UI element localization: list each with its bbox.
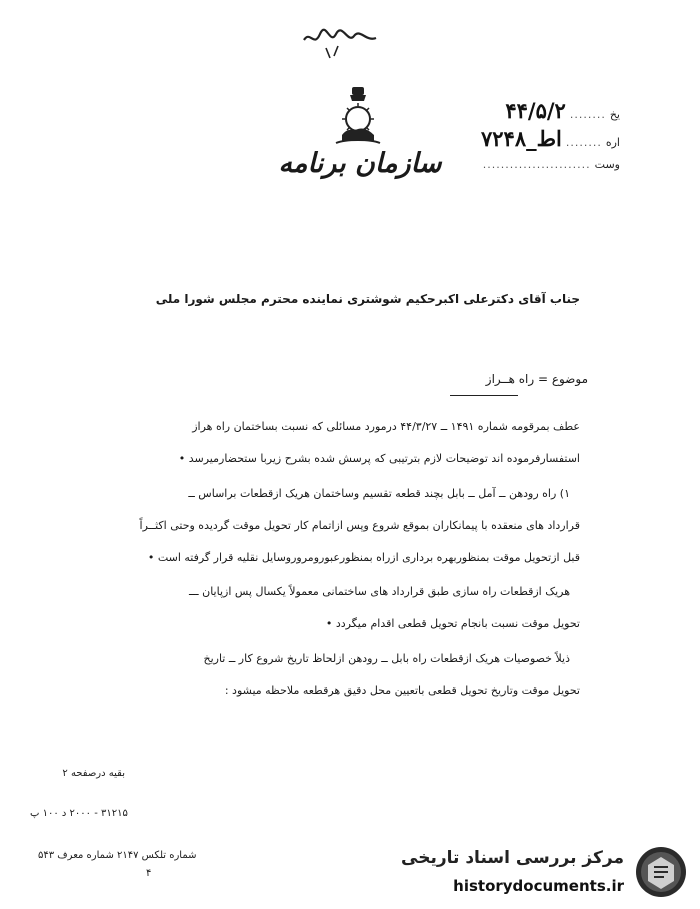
- attachment-row: [483, 158, 620, 171]
- addressee-line: جناب آقای دکترعلی اکبرحکیم شوشتری نماینده محترم مجلس شورا ملی: [155, 292, 580, 306]
- body-line: تحویل موقت وتاریخ تحویل قطعی باتعیین محل دقیق هرقطعه ملاحظه میشود :: [224, 684, 580, 697]
- number-value: ۷۲۴۸_اط: [480, 126, 562, 151]
- lion-and-sun-emblem-icon: [330, 85, 386, 147]
- watermark-url[interactable]: historydocuments.ir: [453, 877, 624, 895]
- print-code: ۳۱۲۱۵ - ۲۰۰۰ د ۱۰۰ پ: [30, 808, 128, 819]
- subject-line: [486, 372, 588, 386]
- date-value: ۴۴/۵/۲: [505, 98, 566, 123]
- subject-value: راه هــراز: [485, 372, 535, 386]
- watermark-title: مرکز بررسی اسناد تاریخی: [401, 848, 624, 868]
- body-line: قبل ازتحویل موقت بمنظوربهره برداری ازراه بمنظورعبورومروروسایل نقلیه قرار گرفته است •: [147, 551, 580, 564]
- number-dots: ........: [565, 136, 602, 149]
- organization-name: سازمان برنامه: [278, 148, 442, 179]
- date-label: یخ: [609, 108, 620, 121]
- date-dots: ........: [569, 108, 606, 121]
- body-line: ۱) راه رودهن ــ آمل ــ بابل بچند قطعه تقسیم وساختمان هریک ازقطعات براساس ــ: [188, 487, 570, 500]
- body-line: تحویل موقت نسبت بانجام تحویل قطعی اقدام میگردد •: [325, 617, 580, 630]
- number-label: اره: [605, 136, 620, 149]
- body-line: ذیلاً خصوصیات هریک ازقطعات راه بابل ــ رودهن ازلحاظ تاریخ شروع کار ــ تاریخ: [203, 652, 570, 665]
- number-row: [481, 126, 620, 151]
- handwritten-scribble-icon: [300, 22, 380, 62]
- body-line: عطف بمرقومه شماره ۱۴۹۱ ــ ۴۴/۳/۲۷ درمورد مسائلی که نسبت بساختمان راه هراز: [192, 420, 580, 433]
- body-line: هریک ازقطعات راه سازی طبق قرارداد های ساختمانی معمولاً یکسال پس ازپایان ـــ: [188, 585, 570, 598]
- body-line: استفسارفرموده اند توضیحات لازم بترتیبی که پرسش شده بشرح زیربا ستحضارمیرسد •: [178, 452, 580, 465]
- date-row: [505, 98, 620, 123]
- telex-line: شماره تلکس ۲۱۴۷ شماره معرف ۵۴۳: [38, 850, 197, 861]
- subject-underline: [450, 395, 518, 396]
- historydocuments-logo-icon: [634, 845, 688, 899]
- subject-label: موضوع =: [537, 372, 588, 386]
- attachment-dots: ........................: [482, 158, 591, 171]
- continued-note: بقیه درصفحه ۲: [62, 768, 125, 779]
- attachment-label: وست: [594, 158, 620, 171]
- page-mark: ۴: [146, 868, 152, 879]
- body-line: قرارداد های منعقده با پیمانکاران بموقع شروع وپس ازاتمام کار تحویل موقت گردیده وحتی اکثــراً: [139, 519, 580, 532]
